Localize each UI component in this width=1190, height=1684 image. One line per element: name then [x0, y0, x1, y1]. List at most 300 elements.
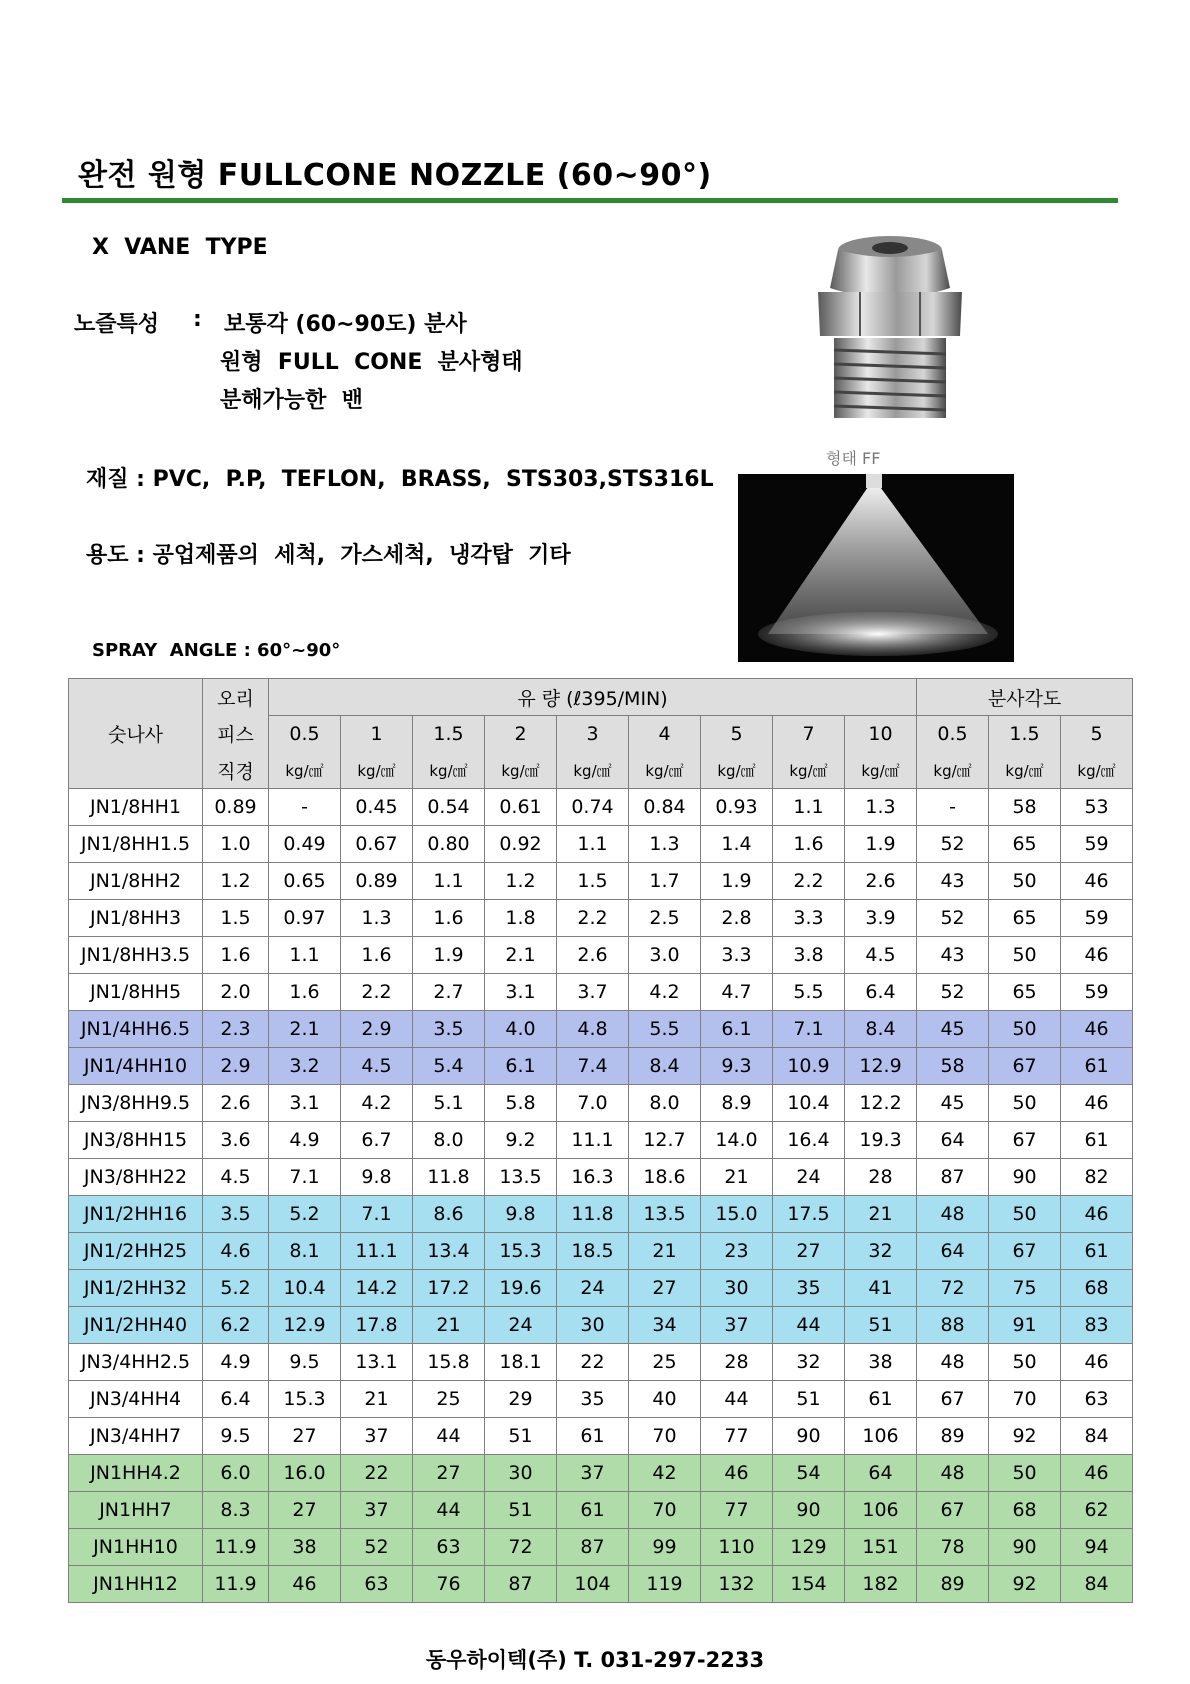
flow-cell: 15.3 — [269, 1381, 341, 1418]
flow-cell: 4.5 — [341, 1048, 413, 1085]
flow-cell: 4.8 — [557, 1011, 629, 1048]
flow-cell: 44 — [701, 1381, 773, 1418]
angle-cell: 45 — [917, 1011, 989, 1048]
angle-cell: 67 — [989, 1233, 1061, 1270]
flow-cell: 4.2 — [629, 974, 701, 1011]
header-unit: kg/㎠ — [773, 752, 845, 789]
flow-cell: 3.1 — [485, 974, 557, 1011]
flow-cell: 7.4 — [557, 1048, 629, 1085]
page-title: 완전 원형 FULLCONE NOZZLE (60~90°) — [78, 158, 712, 193]
table-row — [69, 863, 1133, 900]
flow-cell: 3.3 — [773, 900, 845, 937]
feature-line-2: 원형 FULL CONE 분사형태 — [220, 350, 523, 375]
flow-cell: 3.2 — [269, 1048, 341, 1085]
flow-cell: 2.6 — [557, 937, 629, 974]
angle-cell: 88 — [917, 1307, 989, 1344]
orifice-cell: 8.3 — [203, 1492, 269, 1529]
flow-cell: 4.9 — [269, 1122, 341, 1159]
angle-cell: 65 — [989, 826, 1061, 863]
header-flow-pressure: 3 — [557, 716, 629, 753]
flow-cell: 21 — [341, 1381, 413, 1418]
flow-cell: 13.1 — [341, 1344, 413, 1381]
nozzle-photo — [800, 228, 980, 433]
angle-cell: 64 — [917, 1122, 989, 1159]
orifice-cell: 3.5 — [203, 1196, 269, 1233]
flow-cell: 7.1 — [269, 1159, 341, 1196]
flow-cell: 1.6 — [269, 974, 341, 1011]
angle-cell: 82 — [1061, 1159, 1133, 1196]
orifice-cell: 11.9 — [203, 1566, 269, 1603]
angle-cell: 58 — [989, 789, 1061, 826]
flow-cell: 13.5 — [629, 1196, 701, 1233]
flow-cell: 8.1 — [269, 1233, 341, 1270]
flow-cell: 1.1 — [557, 826, 629, 863]
flow-cell: 2.2 — [557, 900, 629, 937]
flow-cell: 30 — [557, 1307, 629, 1344]
flow-cell: 1.1 — [413, 863, 485, 900]
flow-cell: 12.2 — [845, 1085, 917, 1122]
flow-cell: 30 — [701, 1270, 773, 1307]
flow-cell: 19.3 — [845, 1122, 917, 1159]
flow-cell: 51 — [485, 1492, 557, 1529]
angle-cell: 48 — [917, 1344, 989, 1381]
orifice-cell: 6.4 — [203, 1381, 269, 1418]
model-cell: JN1HH7 — [69, 1492, 203, 1529]
flow-cell: 17.5 — [773, 1196, 845, 1233]
angle-cell: 52 — [917, 826, 989, 863]
orifice-cell: 2.6 — [203, 1085, 269, 1122]
angle-cell: 89 — [917, 1566, 989, 1603]
angle-cell: 46 — [1061, 863, 1133, 900]
flow-cell: 10.4 — [269, 1270, 341, 1307]
angle-cell: 70 — [989, 1381, 1061, 1418]
angle-cell: 46 — [1061, 1455, 1133, 1492]
flow-cell: 154 — [773, 1566, 845, 1603]
angle-cell: 61 — [1061, 1233, 1133, 1270]
flow-cell: 129 — [773, 1529, 845, 1566]
flow-cell: 14.0 — [701, 1122, 773, 1159]
flow-cell: 1.9 — [413, 937, 485, 974]
angle-cell: 90 — [989, 1159, 1061, 1196]
flow-cell: 0.84 — [629, 789, 701, 826]
flow-cell: 25 — [629, 1344, 701, 1381]
features-colon: : — [193, 307, 202, 332]
spray-angle-label: SPRAY ANGLE : 60°~90° — [92, 640, 341, 661]
angle-cell: 46 — [1061, 1344, 1133, 1381]
flow-cell: 18.5 — [557, 1233, 629, 1270]
flow-cell: 15.0 — [701, 1196, 773, 1233]
table-row — [69, 1307, 1133, 1344]
flow-cell: 72 — [485, 1529, 557, 1566]
angle-cell: 64 — [917, 1233, 989, 1270]
flow-cell: 15.3 — [485, 1233, 557, 1270]
angle-cell: 62 — [1061, 1492, 1133, 1529]
flow-cell: 14.2 — [341, 1270, 413, 1307]
flow-cell: 9.8 — [485, 1196, 557, 1233]
orifice-cell: 9.5 — [203, 1418, 269, 1455]
orifice-cell: 2.9 — [203, 1048, 269, 1085]
flow-cell: 27 — [773, 1233, 845, 1270]
orifice-cell: 5.2 — [203, 1270, 269, 1307]
flow-cell: 1.2 — [485, 863, 557, 900]
flow-cell: 4.0 — [485, 1011, 557, 1048]
angle-cell: 67 — [917, 1492, 989, 1529]
angle-cell: 78 — [917, 1529, 989, 1566]
model-cell: JN1/4HH6.5 — [69, 1011, 203, 1048]
flow-cell: 10.9 — [773, 1048, 845, 1085]
flow-cell: 1.6 — [341, 937, 413, 974]
model-cell: JN1HH4.2 — [69, 1455, 203, 1492]
flow-cell: 5.5 — [629, 1011, 701, 1048]
flow-cell: 0.92 — [485, 826, 557, 863]
flow-cell: 1.4 — [701, 826, 773, 863]
flow-cell: 4.2 — [341, 1085, 413, 1122]
spray-photo — [738, 474, 1014, 662]
flow-cell: 0.61 — [485, 789, 557, 826]
material-line: 재질 : PVC, P.P, TEFLON, BRASS, STS303,STS316L — [86, 467, 714, 492]
flow-cell: 16.0 — [269, 1455, 341, 1492]
flow-cell: 38 — [269, 1529, 341, 1566]
header-unit: kg/㎠ — [485, 752, 557, 789]
flow-cell: 5.8 — [485, 1085, 557, 1122]
angle-cell: 46 — [1061, 1085, 1133, 1122]
orifice-cell: 6.2 — [203, 1307, 269, 1344]
header-unit: kg/㎠ — [701, 752, 773, 789]
flow-cell: 11.1 — [341, 1233, 413, 1270]
header-unit: kg/㎠ — [989, 752, 1061, 789]
flow-cell: 4.5 — [845, 937, 917, 974]
flow-cell: 21 — [845, 1196, 917, 1233]
model-cell: JN1/4HH10 — [69, 1048, 203, 1085]
model-cell: JN1/2HH25 — [69, 1233, 203, 1270]
feature-line-1: 보통각 (60~90도) 분사 — [224, 312, 467, 337]
flow-cell: 18.1 — [485, 1344, 557, 1381]
flow-cell: 61 — [557, 1492, 629, 1529]
angle-cell: 50 — [989, 1085, 1061, 1122]
flow-cell: 70 — [629, 1492, 701, 1529]
flow-cell: 2.1 — [485, 937, 557, 974]
table-row — [69, 1233, 1133, 1270]
angle-cell: 67 — [989, 1048, 1061, 1085]
table-row — [69, 1270, 1133, 1307]
flow-cell: 61 — [557, 1418, 629, 1455]
angle-cell: 46 — [1061, 937, 1133, 974]
flow-cell: 2.2 — [341, 974, 413, 1011]
orifice-cell: 4.6 — [203, 1233, 269, 1270]
flow-cell: 28 — [845, 1159, 917, 1196]
flow-cell: 27 — [269, 1492, 341, 1529]
flow-cell: 132 — [701, 1566, 773, 1603]
flow-cell: 87 — [557, 1529, 629, 1566]
flow-cell: 3.7 — [557, 974, 629, 1011]
flow-cell: 12.9 — [269, 1307, 341, 1344]
flow-cell: 4.7 — [701, 974, 773, 1011]
flow-cell: 37 — [341, 1418, 413, 1455]
flow-cell: 27 — [269, 1418, 341, 1455]
flow-cell: 24 — [773, 1159, 845, 1196]
header-flow-pressure: 0.5 — [269, 716, 341, 753]
photo-caption: 형태 FF — [826, 449, 881, 468]
orifice-cell: 4.5 — [203, 1159, 269, 1196]
flow-cell: 6.4 — [845, 974, 917, 1011]
flow-cell: 12.7 — [629, 1122, 701, 1159]
angle-cell: 43 — [917, 937, 989, 974]
flow-cell: 3.5 — [413, 1011, 485, 1048]
header-angle-pressure: 5 — [1061, 716, 1133, 753]
model-cell: JN1/2HH40 — [69, 1307, 203, 1344]
angle-cell: 61 — [1061, 1048, 1133, 1085]
flow-cell: 2.7 — [413, 974, 485, 1011]
flow-cell: 37 — [557, 1455, 629, 1492]
flow-cell: 11.8 — [413, 1159, 485, 1196]
model-cell: JN1/8HH5 — [69, 974, 203, 1011]
flow-cell: 1.3 — [629, 826, 701, 863]
flow-cell: 44 — [413, 1418, 485, 1455]
flow-cell: 5.2 — [269, 1196, 341, 1233]
orifice-cell: 2.0 — [203, 974, 269, 1011]
flow-cell: 1.5 — [557, 863, 629, 900]
flow-cell: 0.65 — [269, 863, 341, 900]
flow-cell: 0.54 — [413, 789, 485, 826]
flow-cell: 35 — [557, 1381, 629, 1418]
flow-cell: 5.4 — [413, 1048, 485, 1085]
flow-cell: 90 — [773, 1492, 845, 1529]
flow-cell: 110 — [701, 1529, 773, 1566]
angle-cell: 50 — [989, 1196, 1061, 1233]
header-unit: kg/㎠ — [557, 752, 629, 789]
flow-cell: 8.6 — [413, 1196, 485, 1233]
flow-cell: 0.67 — [341, 826, 413, 863]
angle-cell: 50 — [989, 1011, 1061, 1048]
flow-cell: 5.5 — [773, 974, 845, 1011]
flow-cell: - — [269, 789, 341, 826]
flow-cell: 42 — [629, 1455, 701, 1492]
flow-cell: 0.97 — [269, 900, 341, 937]
flow-cell: 12.9 — [845, 1048, 917, 1085]
angle-cell: 91 — [989, 1307, 1061, 1344]
model-cell: JN1/8HH2 — [69, 863, 203, 900]
model-cell: JN1/8HH3 — [69, 900, 203, 937]
angle-cell: 65 — [989, 900, 1061, 937]
orifice-cell: 0.89 — [203, 789, 269, 826]
flow-cell: 1.7 — [629, 863, 701, 900]
model-cell: JN3/4HH4 — [69, 1381, 203, 1418]
flow-cell: 44 — [773, 1307, 845, 1344]
flow-cell: 8.0 — [629, 1085, 701, 1122]
table-row — [69, 1048, 1133, 1085]
flow-cell: 7.1 — [773, 1011, 845, 1048]
header-angle-pressure: 0.5 — [917, 716, 989, 753]
flow-cell: 2.9 — [341, 1011, 413, 1048]
flow-cell: 8.0 — [413, 1122, 485, 1159]
table-row — [69, 1418, 1133, 1455]
header-orifice-2: 피스 — [203, 716, 269, 753]
flow-cell: 99 — [629, 1529, 701, 1566]
orifice-cell: 1.6 — [203, 937, 269, 974]
flow-cell: 1.1 — [269, 937, 341, 974]
model-cell: JN3/4HH7 — [69, 1418, 203, 1455]
flow-cell: 2.1 — [269, 1011, 341, 1048]
feature-line-3: 분해가능한 밴 — [220, 388, 363, 413]
flow-cell: 76 — [413, 1566, 485, 1603]
angle-cell: 68 — [1061, 1270, 1133, 1307]
angle-cell: 50 — [989, 1344, 1061, 1381]
orifice-cell: 1.5 — [203, 900, 269, 937]
angle-cell: 84 — [1061, 1418, 1133, 1455]
flow-cell: 37 — [701, 1307, 773, 1344]
flow-cell: 1.6 — [413, 900, 485, 937]
flow-cell: 2.2 — [773, 863, 845, 900]
flow-cell: 8.9 — [701, 1085, 773, 1122]
angle-cell: 58 — [917, 1048, 989, 1085]
flow-cell: 1.8 — [485, 900, 557, 937]
flow-cell: 23 — [701, 1233, 773, 1270]
flow-cell: 11.1 — [557, 1122, 629, 1159]
model-cell: JN3/8HH22 — [69, 1159, 203, 1196]
angle-cell: 50 — [989, 1455, 1061, 1492]
table-row — [69, 1566, 1133, 1603]
orifice-cell: 11.9 — [203, 1529, 269, 1566]
flow-cell: 15.8 — [413, 1344, 485, 1381]
flow-cell: 52 — [341, 1529, 413, 1566]
header-flow-pressure: 7 — [773, 716, 845, 753]
vane-type: X VANE TYPE — [92, 235, 268, 260]
angle-cell: 87 — [917, 1159, 989, 1196]
flow-cell: 182 — [845, 1566, 917, 1603]
flow-cell: 106 — [845, 1492, 917, 1529]
angle-cell: 46 — [1061, 1196, 1133, 1233]
flow-cell: 87 — [485, 1566, 557, 1603]
flow-cell: 21 — [413, 1307, 485, 1344]
header-orifice-3: 직경 — [203, 752, 269, 789]
flow-cell: 51 — [773, 1381, 845, 1418]
header-orifice-1: 오리 — [203, 679, 269, 716]
orifice-cell: 1.2 — [203, 863, 269, 900]
header-unit: kg/㎠ — [413, 752, 485, 789]
flow-cell: 29 — [485, 1381, 557, 1418]
flow-cell: 40 — [629, 1381, 701, 1418]
flow-cell: 3.8 — [773, 937, 845, 974]
model-cell: JN1/8HH3.5 — [69, 937, 203, 974]
flow-cell: 3.9 — [845, 900, 917, 937]
flow-cell: 1.3 — [341, 900, 413, 937]
angle-cell: - — [917, 789, 989, 826]
flow-cell: 119 — [629, 1566, 701, 1603]
header-unit: kg/㎠ — [341, 752, 413, 789]
table-row — [69, 1529, 1133, 1566]
flow-cell: 90 — [773, 1418, 845, 1455]
flow-cell: 9.3 — [701, 1048, 773, 1085]
angle-cell: 45 — [917, 1085, 989, 1122]
flow-cell: 8.4 — [845, 1011, 917, 1048]
flow-cell: 0.74 — [557, 789, 629, 826]
flow-cell: 3.1 — [269, 1085, 341, 1122]
flow-cell: 28 — [701, 1344, 773, 1381]
angle-cell: 61 — [1061, 1122, 1133, 1159]
flow-cell: 11.8 — [557, 1196, 629, 1233]
orifice-cell: 1.0 — [203, 826, 269, 863]
angle-cell: 90 — [989, 1529, 1061, 1566]
flow-cell: 6.1 — [485, 1048, 557, 1085]
angle-cell: 50 — [989, 937, 1061, 974]
flow-cell: 2.6 — [845, 863, 917, 900]
header-flow-pressure: 1 — [341, 716, 413, 753]
table-row — [69, 1159, 1133, 1196]
flow-cell: 46 — [701, 1455, 773, 1492]
model-cell: JN3/8HH9.5 — [69, 1085, 203, 1122]
angle-cell: 92 — [989, 1418, 1061, 1455]
flow-cell: 24 — [485, 1307, 557, 1344]
flow-cell: 16.3 — [557, 1159, 629, 1196]
flow-cell: 51 — [485, 1418, 557, 1455]
flow-cell: 51 — [845, 1307, 917, 1344]
flow-cell: 77 — [701, 1418, 773, 1455]
flow-cell: 13.4 — [413, 1233, 485, 1270]
angle-cell: 48 — [917, 1196, 989, 1233]
flow-cell: 27 — [413, 1455, 485, 1492]
flow-cell: 0.80 — [413, 826, 485, 863]
orifice-cell: 6.0 — [203, 1455, 269, 1492]
table-row — [69, 937, 1133, 974]
flow-cell: 7.0 — [557, 1085, 629, 1122]
flow-cell: 1.1 — [773, 789, 845, 826]
flow-cell: 21 — [629, 1233, 701, 1270]
flow-cell: 22 — [341, 1455, 413, 1492]
model-cell: JN1/2HH16 — [69, 1196, 203, 1233]
orifice-cell: 2.3 — [203, 1011, 269, 1048]
angle-cell: 94 — [1061, 1529, 1133, 1566]
flow-cell: 151 — [845, 1529, 917, 1566]
angle-cell: 72 — [917, 1270, 989, 1307]
flow-cell: 30 — [485, 1455, 557, 1492]
flow-cell: 41 — [845, 1270, 917, 1307]
table-row — [69, 1196, 1133, 1233]
header-flow-pressure: 2 — [485, 716, 557, 753]
usage-line: 용도 : 공업제품의 세척, 가스세척, 냉각탑 기타 — [86, 543, 571, 568]
title-rule — [62, 198, 1118, 203]
flow-cell: 54 — [773, 1455, 845, 1492]
flow-cell: 61 — [845, 1381, 917, 1418]
flow-cell: 0.49 — [269, 826, 341, 863]
header-angle-pressure: 1.5 — [989, 716, 1061, 753]
flow-cell: 1.9 — [701, 863, 773, 900]
flow-cell: 2.5 — [629, 900, 701, 937]
flow-cell: 1.9 — [845, 826, 917, 863]
table-row — [69, 1455, 1133, 1492]
flow-cell: 0.45 — [341, 789, 413, 826]
features-label: 노즐특성 — [74, 312, 160, 337]
angle-cell: 65 — [989, 974, 1061, 1011]
header-unit: kg/㎠ — [629, 752, 701, 789]
flow-cell: 3.3 — [701, 937, 773, 974]
flow-cell: 24 — [557, 1270, 629, 1307]
flow-cell: 7.1 — [341, 1196, 413, 1233]
angle-cell: 92 — [989, 1566, 1061, 1603]
table-row — [69, 974, 1133, 1011]
flow-cell: 32 — [845, 1233, 917, 1270]
flow-cell: 44 — [413, 1492, 485, 1529]
angle-cell: 53 — [1061, 789, 1133, 826]
flow-cell: 46 — [269, 1566, 341, 1603]
angle-cell: 52 — [917, 974, 989, 1011]
flow-cell: 34 — [629, 1307, 701, 1344]
flow-cell: 1.6 — [773, 826, 845, 863]
flow-cell: 21 — [701, 1159, 773, 1196]
flow-cell: 35 — [773, 1270, 845, 1307]
header-unit: kg/㎠ — [917, 752, 989, 789]
angle-cell: 67 — [989, 1122, 1061, 1159]
flow-cell: 77 — [701, 1492, 773, 1529]
